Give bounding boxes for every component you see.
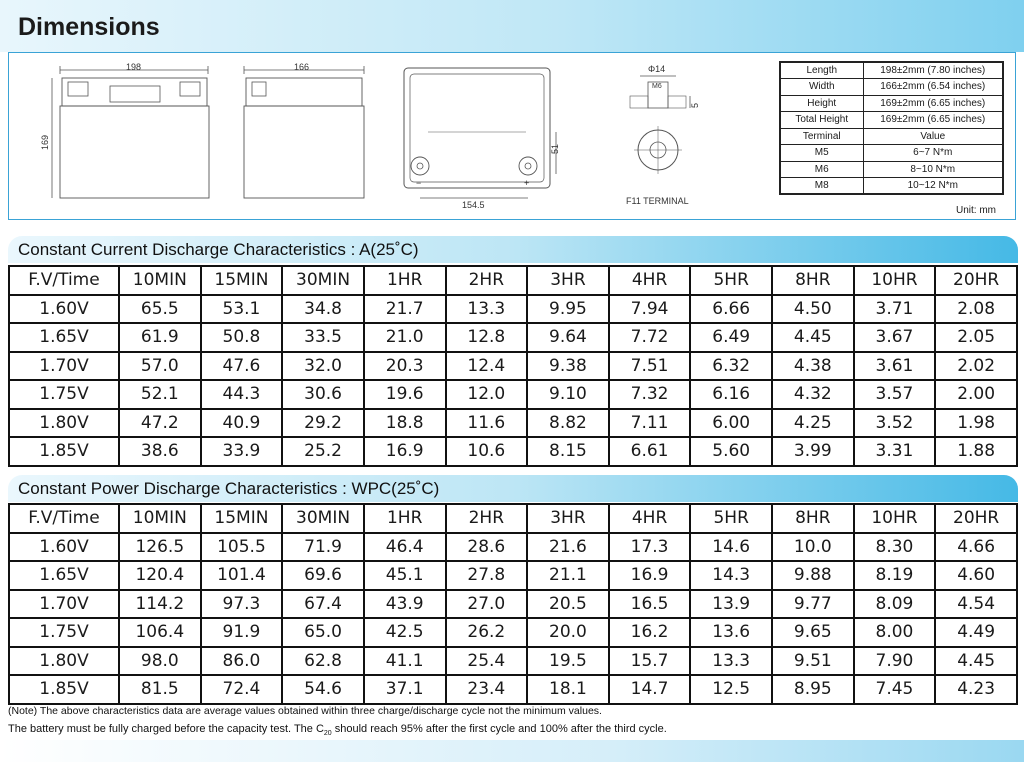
table-cell: 45.1 [364, 561, 446, 590]
column-header: 10HR [854, 504, 936, 533]
note-line-2-a: The battery must be fully charged before the capacity test. The C [8, 723, 324, 735]
column-header: 15MIN [201, 504, 283, 533]
table-cell: 4.54 [935, 590, 1017, 619]
table-cell: 26.2 [446, 618, 528, 647]
table-cell: 13.9 [690, 590, 772, 619]
table-cell: 33.5 [282, 323, 364, 352]
table-cell: 29.2 [282, 409, 364, 438]
terminal-drawing [612, 62, 722, 210]
table-cell: 6.32 [690, 352, 772, 381]
table-cell: 67.4 [282, 590, 364, 619]
current-section-title: Constant Current Discharge Characteristics : A(25˚C) [18, 240, 419, 259]
note-line-2 [8, 723, 667, 737]
column-header: 10MIN [119, 504, 201, 533]
table-cell: 5.60 [690, 437, 772, 466]
spec-row [780, 112, 1003, 129]
table-row [9, 618, 1017, 647]
negative-sign: − [416, 178, 422, 188]
power-section-header [8, 475, 1018, 502]
column-header: 3HR [527, 266, 609, 295]
table-cell: 28.6 [446, 533, 528, 562]
column-header: 4HR [609, 504, 691, 533]
table-cell: 42.5 [364, 618, 446, 647]
table-cell: 57.0 [119, 352, 201, 381]
voltage-cell: 1.60V [9, 295, 119, 324]
table-cell: 6.61 [609, 437, 691, 466]
spec-value: 8~10 N*m [863, 161, 1003, 178]
spec-row [780, 145, 1003, 162]
table-cell: 62.8 [282, 647, 364, 676]
positive-sign: + [524, 178, 530, 188]
column-header: 1HR [364, 266, 446, 295]
table-cell: 4.32 [772, 380, 854, 409]
table-cell: 16.9 [609, 561, 691, 590]
table-cell: 3.61 [854, 352, 936, 381]
table-cell: 10.0 [772, 533, 854, 562]
front-width-label: 198 [126, 62, 142, 72]
table-cell: 114.2 [119, 590, 201, 619]
table-cell: 30.6 [282, 380, 364, 409]
table-cell: 69.6 [282, 561, 364, 590]
table-cell: 27.0 [446, 590, 528, 619]
table-cell: 33.9 [201, 437, 283, 466]
table-cell: 6.00 [690, 409, 772, 438]
voltage-cell: 1.75V [9, 618, 119, 647]
note-subscript: 20 [323, 730, 332, 738]
table-cell: 13.3 [690, 647, 772, 676]
table-cell: 3.57 [854, 380, 936, 409]
note-line-2-b: should reach 95% after the first cycle and 100% after the third cycle. [331, 723, 667, 735]
spec-key: M8 [780, 178, 863, 195]
table-cell: 20.0 [527, 618, 609, 647]
spec-key: M6 [780, 161, 863, 178]
spec-key: Terminal [780, 128, 863, 145]
table-cell: 9.95 [527, 295, 609, 324]
table-cell: 2.08 [935, 295, 1017, 324]
table-cell: 7.45 [854, 675, 936, 704]
table-cell: 32.0 [282, 352, 364, 381]
table-cell: 1.98 [935, 409, 1017, 438]
table-row [9, 352, 1017, 381]
table-cell: 21.1 [527, 561, 609, 590]
voltage-cell: 1.80V [9, 647, 119, 676]
table-cell: 4.25 [772, 409, 854, 438]
terminal-name-label: F11 TERMINAL [626, 196, 689, 206]
column-header: 5HR [690, 266, 772, 295]
table-cell: 12.8 [446, 323, 528, 352]
table-cell: 14.6 [690, 533, 772, 562]
table-cell: 38.6 [119, 437, 201, 466]
spec-key: Height [780, 95, 863, 112]
table-cell: 7.51 [609, 352, 691, 381]
table-row [9, 561, 1017, 590]
column-header: 4HR [609, 266, 691, 295]
spec-value: 6~7 N*m [863, 145, 1003, 162]
table-cell: 17.3 [609, 533, 691, 562]
table-cell: 3.52 [854, 409, 936, 438]
table-cell: 47.2 [119, 409, 201, 438]
table-cell: 8.82 [527, 409, 609, 438]
top-view-drawing [398, 62, 578, 210]
spec-value: Value [863, 128, 1003, 145]
spec-row [780, 79, 1003, 96]
table-cell: 10.6 [446, 437, 528, 466]
spec-key: Length [780, 62, 863, 79]
table-cell: 16.9 [364, 437, 446, 466]
table-cell: 106.4 [119, 618, 201, 647]
column-header: 30MIN [282, 266, 364, 295]
table-cell: 8.15 [527, 437, 609, 466]
current-discharge-table [8, 265, 1018, 467]
table-cell: 54.6 [282, 675, 364, 704]
table-row [9, 295, 1017, 324]
terminal-diameter-label: Φ14 [648, 64, 666, 74]
table-header-row [9, 504, 1017, 533]
voltage-cell: 1.85V [9, 675, 119, 704]
table-cell: 9.77 [772, 590, 854, 619]
table-cell: 4.23 [935, 675, 1017, 704]
spec-row [780, 95, 1003, 112]
table-cell: 8.30 [854, 533, 936, 562]
table-cell: 8.09 [854, 590, 936, 619]
table-cell: 8.00 [854, 618, 936, 647]
top-height-label: 51 [550, 143, 560, 154]
table-cell: 19.6 [364, 380, 446, 409]
table-cell: 21.7 [364, 295, 446, 324]
table-cell: 6.66 [690, 295, 772, 324]
footer-band [0, 740, 1024, 762]
top-width-label: 154.5 [462, 200, 485, 210]
side-view-drawing [236, 62, 376, 202]
table-cell: 7.11 [609, 409, 691, 438]
table-cell: 105.5 [201, 533, 283, 562]
table-cell: 101.4 [201, 561, 283, 590]
table-cell: 126.5 [119, 533, 201, 562]
table-cell: 71.9 [282, 533, 364, 562]
table-cell: 120.4 [119, 561, 201, 590]
current-section-header [8, 236, 1018, 263]
table-row [9, 323, 1017, 352]
table-cell: 7.32 [609, 380, 691, 409]
power-section-title: Constant Power Discharge Characteristics : WPC(25˚C) [18, 479, 440, 498]
column-header: 8HR [772, 504, 854, 533]
table-cell: 46.4 [364, 533, 446, 562]
column-header: 15MIN [201, 266, 283, 295]
table-cell: 9.51 [772, 647, 854, 676]
note-line-1: (Note) The above characteristics data are average values obtained within three charge/discharge cycle not the minimum values. [8, 705, 602, 717]
table-cell: 6.49 [690, 323, 772, 352]
column-header: 8HR [772, 266, 854, 295]
column-header: 2HR [446, 266, 528, 295]
column-header: 5HR [690, 504, 772, 533]
column-header: 10MIN [119, 266, 201, 295]
front-height-label: 169 [40, 134, 50, 150]
page-title: Dimensions [18, 13, 160, 41]
column-header: 20HR [935, 504, 1017, 533]
column-header: 10HR [854, 266, 936, 295]
table-cell: 2.00 [935, 380, 1017, 409]
table-cell: 16.5 [609, 590, 691, 619]
table-row [9, 437, 1017, 466]
spec-value: 10~12 N*m [863, 178, 1003, 195]
table-cell: 25.2 [282, 437, 364, 466]
table-cell: 21.6 [527, 533, 609, 562]
voltage-cell: 1.85V [9, 437, 119, 466]
voltage-cell: 1.75V [9, 380, 119, 409]
spec-row [780, 178, 1003, 195]
spec-key: M5 [780, 145, 863, 162]
table-cell: 3.71 [854, 295, 936, 324]
column-header: 1HR [364, 504, 446, 533]
table-cell: 53.1 [201, 295, 283, 324]
table-cell: 34.8 [282, 295, 364, 324]
table-cell: 97.3 [201, 590, 283, 619]
voltage-cell: 1.65V [9, 561, 119, 590]
spec-value: 166±2mm (6.54 inches) [863, 79, 1003, 96]
table-cell: 18.8 [364, 409, 446, 438]
table-cell: 7.72 [609, 323, 691, 352]
table-cell: 6.16 [690, 380, 772, 409]
column-header: 20HR [935, 266, 1017, 295]
table-cell: 14.7 [609, 675, 691, 704]
table-cell: 20.5 [527, 590, 609, 619]
table-cell: 16.2 [609, 618, 691, 647]
table-cell: 9.65 [772, 618, 854, 647]
table-header-row [9, 266, 1017, 295]
column-header: F.V/Time [9, 266, 119, 295]
table-cell: 44.3 [201, 380, 283, 409]
table-cell: 8.19 [854, 561, 936, 590]
column-header: F.V/Time [9, 504, 119, 533]
table-cell: 9.38 [527, 352, 609, 381]
spec-key: Width [780, 79, 863, 96]
spec-row [780, 62, 1003, 79]
voltage-cell: 1.80V [9, 409, 119, 438]
table-cell: 4.50 [772, 295, 854, 324]
table-cell: 4.60 [935, 561, 1017, 590]
table-cell: 47.6 [201, 352, 283, 381]
table-cell: 41.1 [364, 647, 446, 676]
spec-row [780, 128, 1003, 145]
voltage-cell: 1.70V [9, 352, 119, 381]
table-cell: 2.05 [935, 323, 1017, 352]
spec-value: 198±2mm (7.80 inches) [863, 62, 1003, 79]
table-cell: 4.66 [935, 533, 1017, 562]
table-cell: 20.3 [364, 352, 446, 381]
table-cell: 72.4 [201, 675, 283, 704]
table-cell: 21.0 [364, 323, 446, 352]
table-cell: 86.0 [201, 647, 283, 676]
table-row [9, 675, 1017, 704]
table-cell: 52.1 [119, 380, 201, 409]
table-cell: 4.38 [772, 352, 854, 381]
side-width-label: 166 [294, 62, 310, 72]
table-row [9, 409, 1017, 438]
table-row [9, 647, 1017, 676]
table-cell: 3.67 [854, 323, 936, 352]
table-cell: 61.9 [119, 323, 201, 352]
spec-row [780, 161, 1003, 178]
table-cell: 12.0 [446, 380, 528, 409]
table-cell: 4.45 [935, 647, 1017, 676]
table-row [9, 590, 1017, 619]
table-cell: 3.31 [854, 437, 936, 466]
table-cell: 98.0 [119, 647, 201, 676]
table-cell: 27.8 [446, 561, 528, 590]
table-cell: 7.90 [854, 647, 936, 676]
table-row [9, 533, 1017, 562]
table-cell: 13.3 [446, 295, 528, 324]
table-cell: 43.9 [364, 590, 446, 619]
table-cell: 25.4 [446, 647, 528, 676]
voltage-cell: 1.60V [9, 533, 119, 562]
unit-label: Unit: mm [956, 205, 996, 216]
table-cell: 3.99 [772, 437, 854, 466]
table-cell: 23.4 [446, 675, 528, 704]
table-cell: 18.1 [527, 675, 609, 704]
power-discharge-table [8, 503, 1018, 705]
table-cell: 1.88 [935, 437, 1017, 466]
terminal-thread-label: M6 [652, 83, 662, 90]
table-cell: 12.5 [690, 675, 772, 704]
table-cell: 4.49 [935, 618, 1017, 647]
table-cell: 13.6 [690, 618, 772, 647]
voltage-cell: 1.65V [9, 323, 119, 352]
voltage-cell: 1.70V [9, 590, 119, 619]
table-cell: 4.45 [772, 323, 854, 352]
table-cell: 50.8 [201, 323, 283, 352]
spec-value: 169±2mm (6.65 inches) [863, 95, 1003, 112]
spec-table [779, 61, 1004, 195]
table-cell: 8.95 [772, 675, 854, 704]
table-cell: 11.6 [446, 409, 528, 438]
table-cell: 91.9 [201, 618, 283, 647]
table-cell: 19.5 [527, 647, 609, 676]
table-cell: 12.4 [446, 352, 528, 381]
table-cell: 14.3 [690, 561, 772, 590]
column-header: 2HR [446, 504, 528, 533]
column-header: 30MIN [282, 504, 364, 533]
table-cell: 15.7 [609, 647, 691, 676]
table-cell: 2.02 [935, 352, 1017, 381]
table-cell: 65.5 [119, 295, 201, 324]
table-cell: 40.9 [201, 409, 283, 438]
terminal-depth-label: 5 [690, 102, 700, 108]
table-cell: 9.10 [527, 380, 609, 409]
table-cell: 81.5 [119, 675, 201, 704]
table-cell: 9.88 [772, 561, 854, 590]
spec-value: 169±2mm (6.65 inches) [863, 112, 1003, 129]
table-cell: 7.94 [609, 295, 691, 324]
table-cell: 65.0 [282, 618, 364, 647]
spec-key: Total Height [780, 112, 863, 129]
table-cell: 9.64 [527, 323, 609, 352]
table-cell: 37.1 [364, 675, 446, 704]
table-row [9, 380, 1017, 409]
front-view-drawing [40, 62, 220, 202]
column-header: 3HR [527, 504, 609, 533]
